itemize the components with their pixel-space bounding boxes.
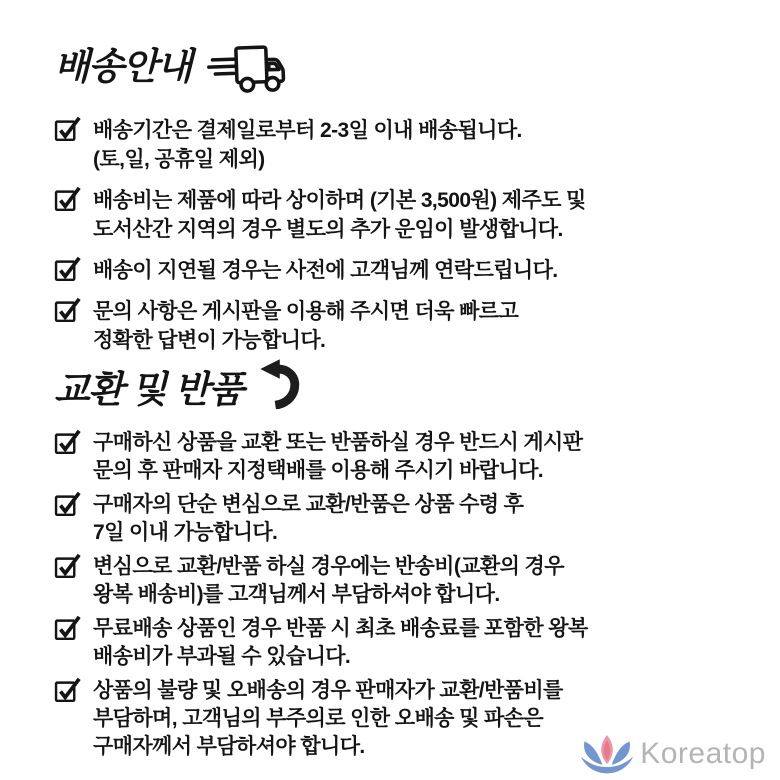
text-line: 상품의 불량 및 오배송의 경우 판매자가 교환/반품비를 <box>93 679 563 702</box>
checklist-item-text <box>93 256 558 285</box>
checklist-item-text <box>93 615 588 671</box>
section-shipping-header <box>54 44 744 102</box>
text-line: 정확한 답변이 가능합니다. <box>93 329 326 352</box>
checkbox-checked-icon <box>54 677 82 705</box>
checklist <box>54 116 744 355</box>
checkbox-checked-icon <box>54 116 82 144</box>
checkbox-checked-icon <box>54 256 82 284</box>
section-shipping-title: 배송안내 <box>54 46 191 87</box>
checklist-item-text <box>93 429 582 485</box>
text-line: (토,일, 공휴일 제외) <box>93 148 265 171</box>
checkbox-checked-icon <box>54 186 82 214</box>
text-line: 문의 사항은 게시판을 이용해 주시면 더욱 빠르고 <box>93 300 519 323</box>
checklist-item-text <box>93 116 522 174</box>
checkbox-checked-icon <box>54 297 82 325</box>
section-returns <box>54 367 744 761</box>
logo-text: Koreatop <box>640 737 766 770</box>
text-line: 도서산간 지역의 경우 별도의 추가 운임이 발생합니다. <box>93 218 563 241</box>
checklist-item <box>54 186 744 244</box>
text-line: 무료배송 상품인 경우 반품 시 최초 배송료를 포함한 왕복 <box>93 617 588 640</box>
checklist-item <box>54 297 744 355</box>
text-line: 왕복 배송비)를 고객님께서 부담하셔야 합니다. <box>93 583 500 606</box>
checklist-item-text <box>93 186 586 244</box>
section-shipping <box>54 44 744 355</box>
text-line: 배송비는 제품에 따라 상이하며 (기본 3,500원) 제주도 및 <box>93 189 586 212</box>
checklist-item <box>54 491 744 547</box>
checklist-item <box>54 116 744 174</box>
section-returns-header <box>54 367 744 419</box>
checklist-item <box>54 429 744 485</box>
text-line: 7일 이내 가능합니다. <box>93 521 278 544</box>
checkbox-checked-icon <box>54 615 82 643</box>
text-line: 배송비가 부과될 수 있습니다. <box>93 645 351 668</box>
text-line: 구매자의 단순 변심으로 교환/반품은 상품 수령 후 <box>93 493 524 516</box>
checklist-item <box>54 256 744 285</box>
return-arrow-icon <box>255 359 301 409</box>
text-line: 배송이 지연될 경우는 사전에 고객님께 연락드립니다. <box>93 259 558 282</box>
checkbox-checked-icon <box>54 429 82 457</box>
checklist-item-text <box>93 297 518 355</box>
checklist-item-text <box>93 491 523 547</box>
text-line: 문의 후 판매자 지정택배를 이용해 주시기 바랍니다. <box>93 459 544 482</box>
checklist-item <box>54 553 744 609</box>
koreatop-logo <box>580 734 766 774</box>
text-line: 구매자께서 부담하셔야 합니다. <box>93 735 365 758</box>
checklist <box>54 429 744 761</box>
checklist-item <box>54 615 744 671</box>
checkbox-checked-icon <box>54 491 82 519</box>
checklist-item-text <box>93 677 563 761</box>
checklist-item-text <box>93 553 564 609</box>
truck-icon <box>204 39 288 100</box>
lotus-icon <box>580 734 634 774</box>
section-returns-title: 교환 및 반품 <box>54 369 243 410</box>
text-line: 구매하신 상품을 교환 또는 반품하실 경우 반드시 게시판 <box>93 431 583 454</box>
text-line: 변심으로 교환/반품 하실 경우에는 반송비(교환의 경우 <box>93 555 564 578</box>
text-line: 배송기간은 결제일로부터 2-3일 이내 배송됩니다. <box>93 119 522 142</box>
checkbox-checked-icon <box>54 553 82 581</box>
text-line: 부담하며, 고객님의 부주의로 인한 오배송 및 파손은 <box>93 707 544 730</box>
